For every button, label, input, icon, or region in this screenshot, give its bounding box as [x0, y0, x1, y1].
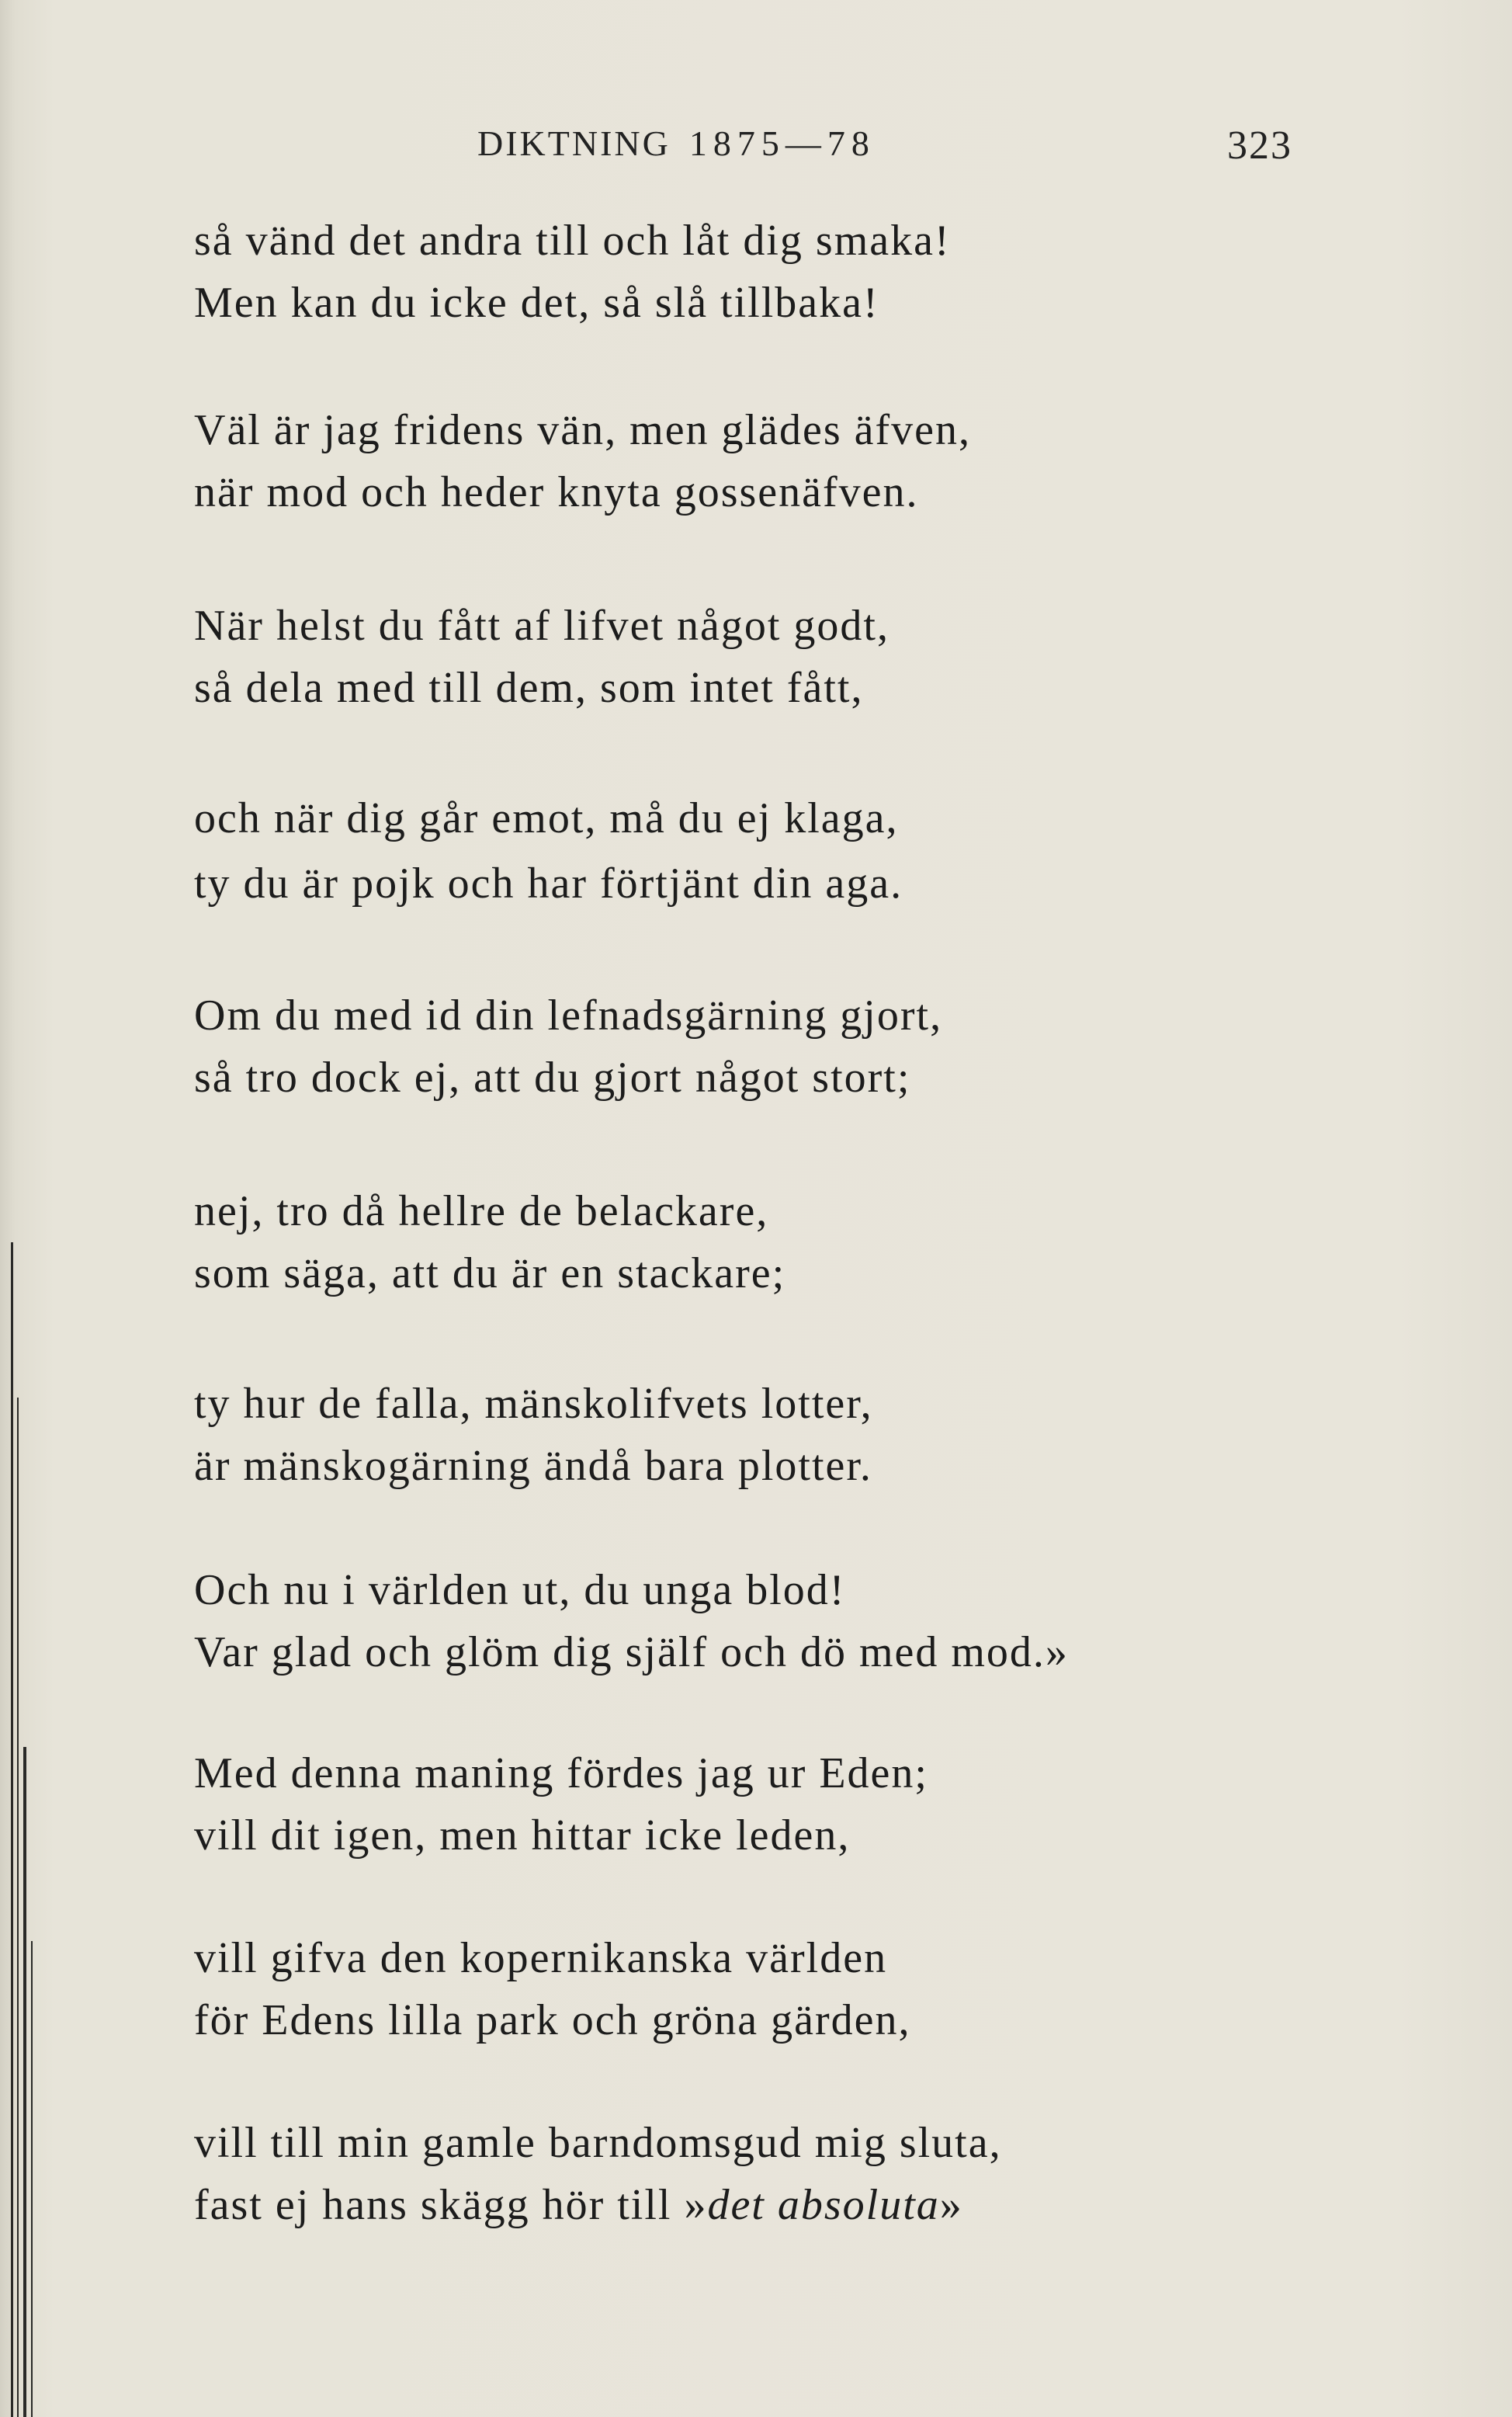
running-header	[477, 123, 876, 164]
poem-line: ty du är pojk och har förtjänt din aga.	[194, 859, 903, 908]
last-line-prefix: fast ej hans skägg hör till »	[194, 2181, 708, 2229]
poem-line: så dela med till dem, som intet fått,	[194, 664, 864, 712]
poem-line: ty hur de falla, mänskolifvets lotter,	[194, 1380, 873, 1428]
poem-line: så vänd det andra till och låt dig smaka!	[194, 217, 951, 265]
page-number: 323	[1227, 123, 1292, 168]
poem-line: Men kan du icke det, så slå tillbaka!	[194, 279, 879, 327]
poem-line-last	[194, 2183, 963, 2227]
poem-line: Och nu i världen ut, du unga blod!	[194, 1566, 846, 1614]
poem-line: för Edens lilla park och gröna gärden,	[194, 1996, 911, 2044]
poem-line: vill gifva den kopernikanska världen	[194, 1934, 888, 1982]
poem-line: är mänskogärning ändå bara plotter.	[194, 1442, 872, 1490]
running-title: DIKTNING	[477, 123, 671, 163]
poem-line: och när dig går emot, må du ej klaga,	[194, 794, 899, 842]
last-line-suffix: »	[939, 2181, 963, 2229]
page-binding-edge	[0, 1242, 54, 2417]
running-years: 1875—78	[688, 123, 876, 163]
poem-line: När helst du fått af lifvet något godt,	[194, 602, 890, 650]
poem-line: Med denna maning fördes jag ur Eden;	[194, 1749, 928, 1797]
poem-line: vill till min gamle barndomsgud mig sluta,	[194, 2119, 1002, 2167]
poem-line: Väl är jag fridens vän, men glädes äfven,	[194, 406, 971, 454]
poem-line: som säga, att du är en stackare;	[194, 1249, 786, 1297]
poem-line: Om du med id din lefnadsgärning gjort,	[194, 991, 943, 1040]
poem-line: Var glad och glöm dig själf och dö med mod.»	[194, 1628, 1069, 1676]
poem-line: när mod och heder knyta gossenäfven.	[194, 468, 919, 516]
poem-line: nej, tro då hellre de belackare,	[194, 1187, 769, 1235]
poem-line: så tro dock ej, att du gjort något stort;	[194, 1054, 911, 1102]
last-line-italic: det absoluta	[707, 2181, 940, 2229]
poem-line: vill dit igen, men hittar icke leden,	[194, 1811, 851, 1860]
